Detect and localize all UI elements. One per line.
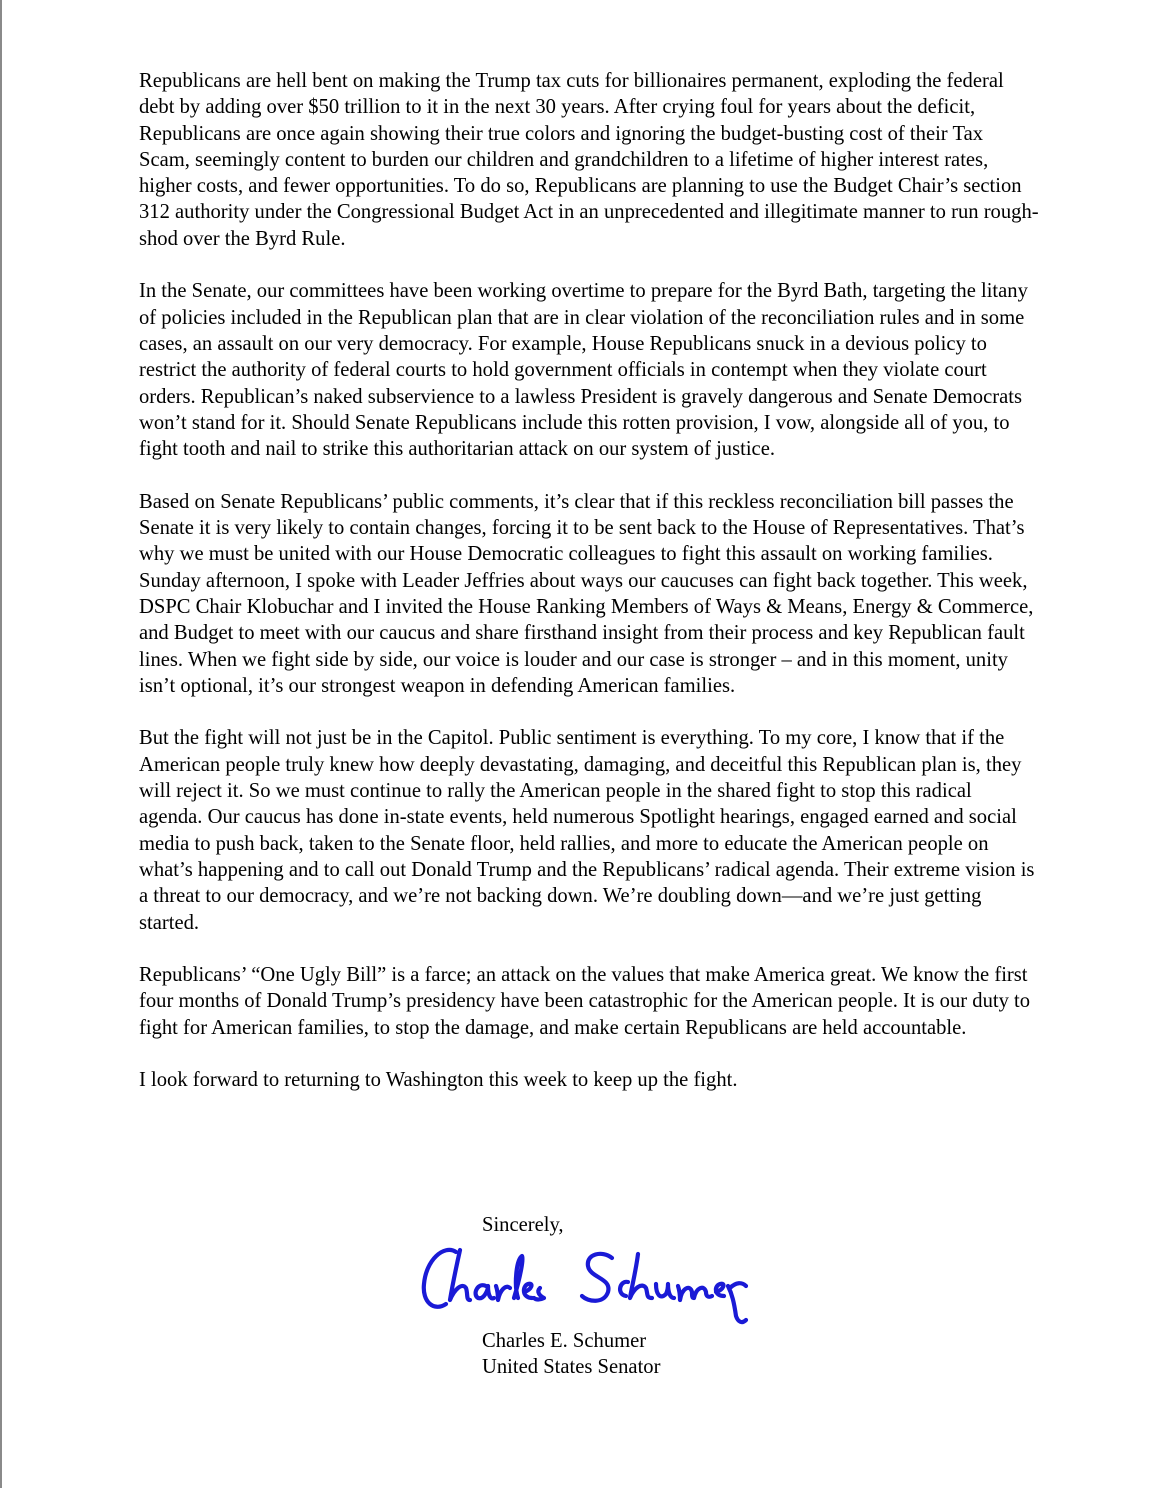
handwritten-signature <box>416 1238 766 1328</box>
letter-body <box>139 68 1039 1120</box>
closing-salutation: Sincerely, <box>482 1214 564 1236</box>
paragraph-byrd-bath: In the Senate, our committees have been working overtime to prepare for the Byrd Bath, targeting the litany of policies included in the Republican plan that are in clear violation of the reconciliation rules and in some cases, an assault on our very democracy. For example, House Republicans snuck in a devious policy to restrict the authority of federal courts to hold government officials in contempt when they violate court orders. Republican’s naked subservience to a lawless President is gravely dangerous and Senate Democrats won’t stand for it. Should Senate Republicans include this rotten provision, I vow, alongside all of you, to fight tooth and nail to strike this authoritarian attack on our system of justice. <box>139 280 1028 461</box>
signer-title: United States Senator <box>482 1356 661 1378</box>
paragraph-closing-remark: I look forward to returning to Washington this week to keep up the fight. <box>139 1069 738 1092</box>
paragraph-one-ugly-bill: Republicans’ “One Ugly Bill” is a farce; an attack on the values that make America great. We know the first four months of Donald Trump’s presidency have been catastrophic for the American people. It is our duty to fight for American families, to stop the damage, and make certain Republicans are held accountable. <box>139 964 1031 1039</box>
signer-block <box>482 1328 660 1380</box>
paragraph-house-unity: Based on Senate Republicans’ public comments, it’s clear that if this reckless reconciliation bill passes the Senate it is very likely to contain changes, forcing it to be sent back to the House of Representatives. That’s why we must be united with our House Democratic colleagues to fight this assault on working families. Sunday afternoon, I spoke with Leader Jeffries about ways our caucuses can fight back together. This week, DSPC Chair Klobuchar and I invited the House Ranking Members of Ways & Means, Energy & Commerce, and Budget to meet with our caucus and share firsthand insight from their process and key Republican fault lines. When we fight side by side, our voice is louder and our case is stronger – and in this moment, unity isn’t optional, it’s our strongest weapon in defending American families. <box>139 490 1034 697</box>
paragraph-public-sentiment: But the fight will not just be in the Capitol. Public sentiment is everything. To my core, I know that if the American people truly knew how deeply devastating, damaging, and deceitful this Republican plan is, they will reject it. So we must continue to rally the American people in the shared fight to stop this radical agenda. Our caucus has done in-state events, held numerous Spotlight hearings, engaged earned and social media to push back, taken to the Senate floor, held rallies, and more to educate the American people on what’s happening and to call out Donald Trump and the Republicans’ radical agenda. Their extreme vision is a threat to our democracy, and we’re not backing down. We’re doubling down—and we’re just getting started. <box>139 727 1035 934</box>
signer-name: Charles E. Schumer <box>482 1330 647 1352</box>
paragraph-tax-cuts: Republicans are hell bent on making the Trump tax cuts for billionaires permanent, exploding the federal debt by adding over $50 trillion to it in the next 30 years. After crying foul for years about the deficit, Republicans are once again showing their true colors and ignoring the budget-busting cost of their Tax Scam, seemingly content to burden our children and grandchildren to a lifetime of higher interest rates, higher costs, and fewer opportunities. To do so, Republicans are planning to use the Budget Chair’s section 312 authority under the Congressional Budget Act in an unprecedented and illegitimate manner to run rough-shod over the Byrd Rule. <box>139 70 1039 250</box>
